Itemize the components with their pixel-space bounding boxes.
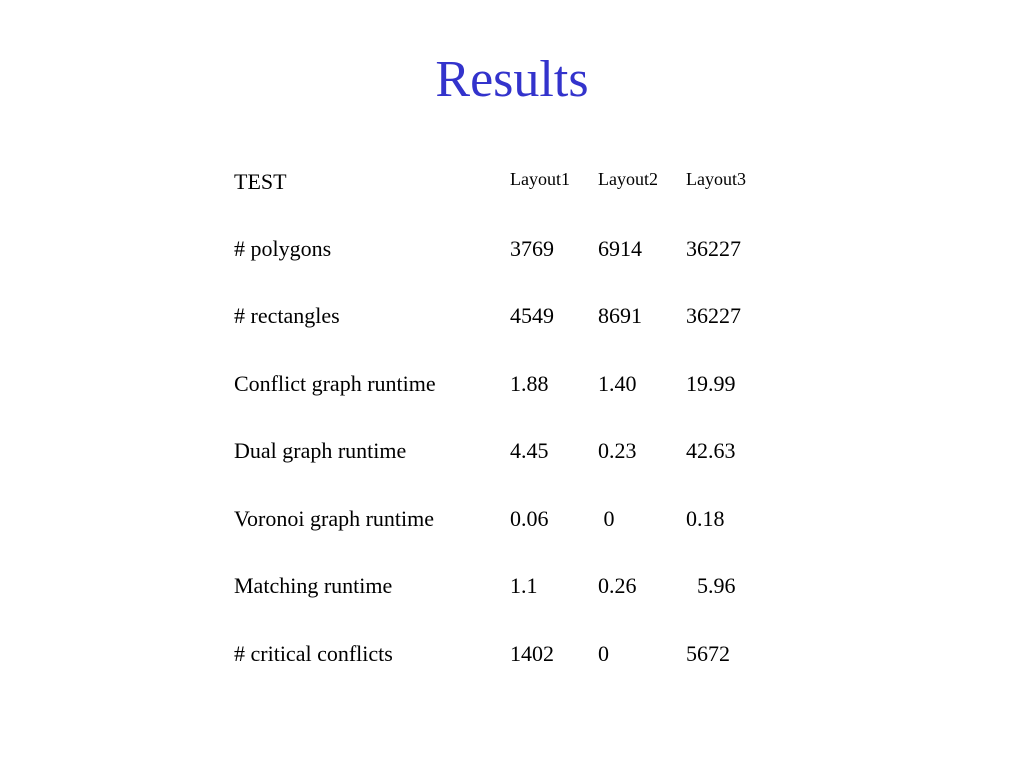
row-label: # polygons <box>234 236 332 261</box>
row-value-layout3: 36227 <box>686 236 741 261</box>
row-value-layout3: 42.63 <box>686 438 736 463</box>
row-label: # critical conflicts <box>234 641 393 666</box>
row-value-layout1: 3769 <box>510 236 554 261</box>
row-value-layout1: 1.1 <box>510 573 538 598</box>
header-layout3: Layout3 <box>686 169 746 189</box>
header-layout1: Layout1 <box>510 169 570 189</box>
row-value-layout1: 1402 <box>510 641 554 666</box>
table-row <box>0 505 1024 545</box>
row-value-layout2: 8691 <box>598 303 642 328</box>
row-value-layout1: 4549 <box>510 303 554 328</box>
row-value-layout2: 0 <box>598 641 609 666</box>
table-row <box>0 235 1024 275</box>
table-row <box>0 640 1024 680</box>
table-row <box>0 572 1024 612</box>
row-label: Matching runtime <box>234 573 393 598</box>
table-row <box>0 437 1024 477</box>
row-value-layout1: 0.06 <box>510 506 549 531</box>
row-label: Conflict graph runtime <box>234 371 436 396</box>
row-value-layout2: 0.26 <box>598 573 637 598</box>
row-value-layout2: 6914 <box>598 236 642 261</box>
row-value-layout3: 19.99 <box>686 371 736 396</box>
row-value-layout3: 36227 <box>686 303 741 328</box>
table-header-row <box>0 168 1024 208</box>
row-label: Voronoi graph runtime <box>234 506 435 531</box>
table-row <box>0 370 1024 410</box>
row-value-layout3: 0.18 <box>686 506 725 531</box>
row-label: Dual graph runtime <box>234 438 407 463</box>
row-value-layout3: 5672 <box>686 641 730 666</box>
row-label: # rectangles <box>234 303 340 328</box>
header-layout2: Layout2 <box>598 169 658 189</box>
row-value-layout2: 0 <box>598 506 615 531</box>
table-row <box>0 302 1024 342</box>
row-value-layout3: 5.96 <box>686 573 736 598</box>
page-title: Results <box>435 51 589 108</box>
row-value-layout1: 1.88 <box>510 371 549 396</box>
header-label: TEST <box>234 169 287 194</box>
row-value-layout2: 0.23 <box>598 438 637 463</box>
row-value-layout1: 4.45 <box>510 438 549 463</box>
row-value-layout2: 1.40 <box>598 371 637 396</box>
